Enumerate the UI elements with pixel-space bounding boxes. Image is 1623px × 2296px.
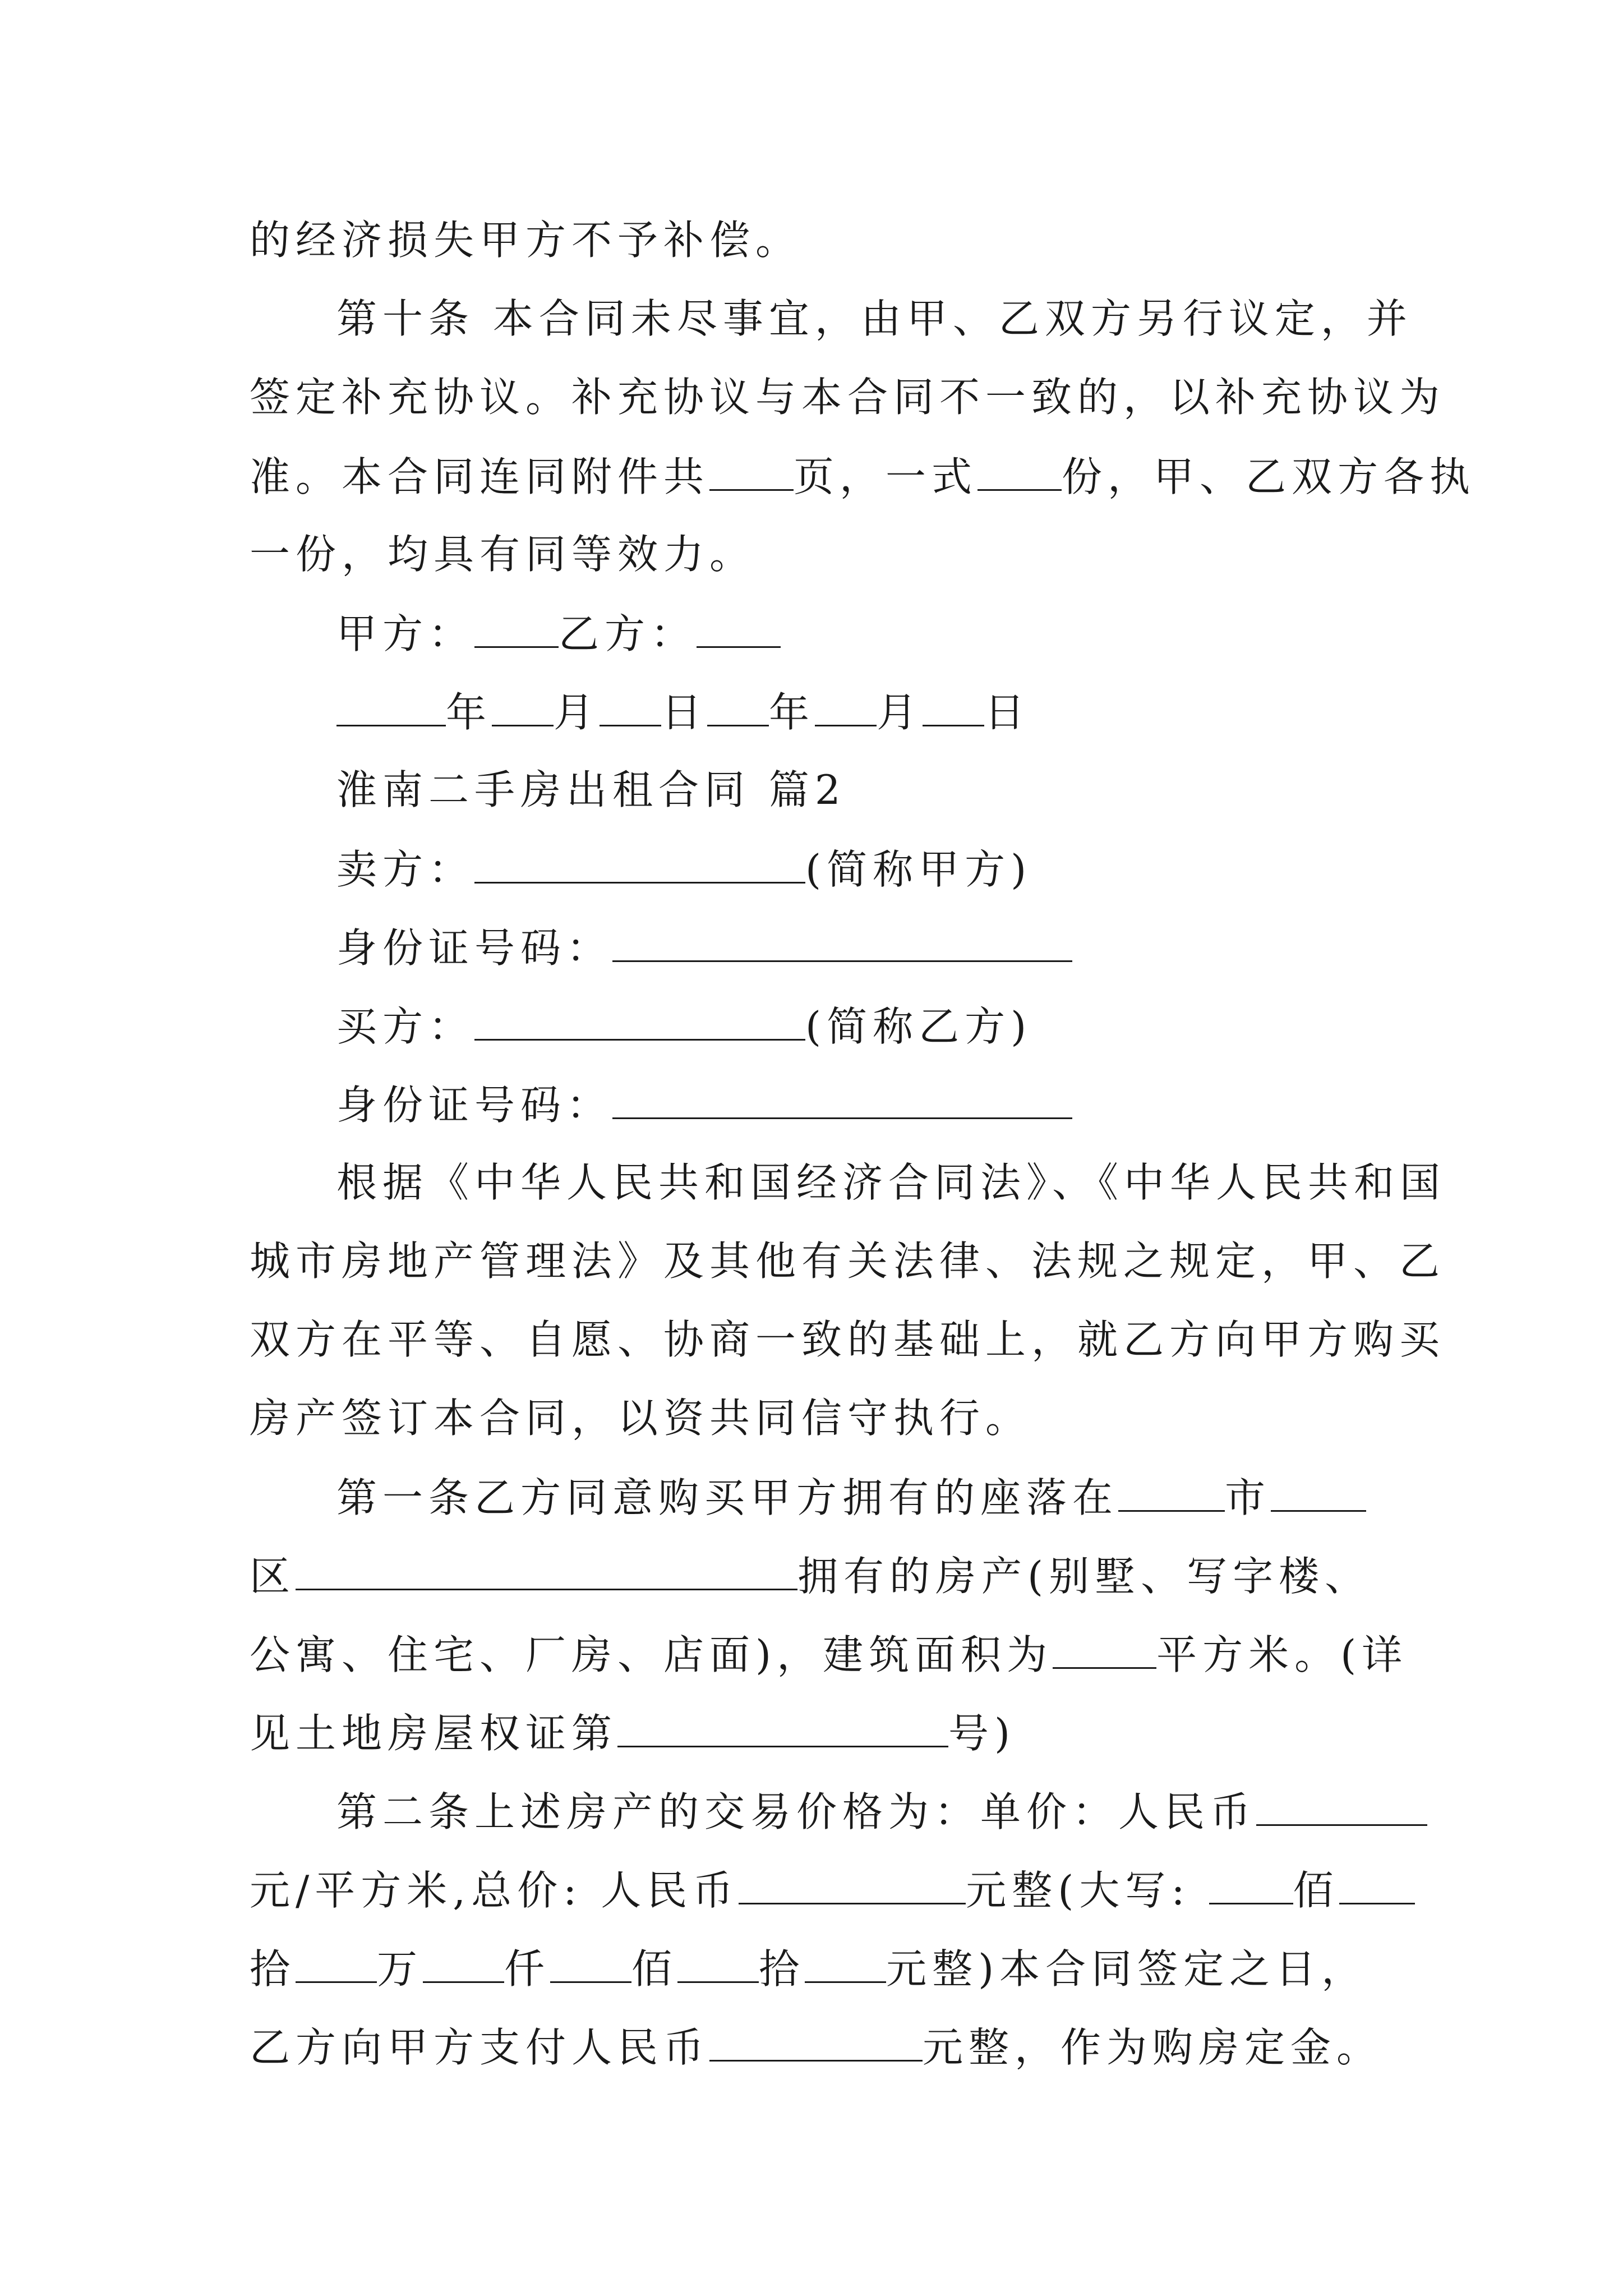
text-segment: 份，甲、乙双方各执: [1062, 453, 1476, 500]
article-10-line: 第十条 本合同未尽事宜，由甲、乙双方另行议定，并: [336, 295, 1413, 342]
buyer-label: 买方：: [336, 1003, 475, 1050]
text-segment: 佰: [1293, 1867, 1339, 1914]
month-label: 月: [877, 689, 923, 736]
text-line: [250, 1710, 1399, 1757]
blank-field: [978, 455, 1062, 491]
id-number-blank: [612, 927, 1072, 962]
seller-line: [336, 846, 1399, 893]
text-segment: 区: [250, 1553, 296, 1600]
article-1-line: [336, 1474, 1399, 1521]
text-segment: 仟: [504, 1945, 551, 1993]
text-segment: 号): [948, 1710, 1016, 1757]
amount-blank: [805, 1948, 886, 1983]
paragraph-line: 根据《中华人民共和国经济合同法》、《中华人民共和国: [336, 1159, 1446, 1206]
month-label: 月: [554, 689, 600, 736]
amount-blank: [423, 1948, 504, 1983]
text-line: 签定补充协议。补充协议与本合同不一致的，以补充协议为: [250, 374, 1446, 421]
text-segment: 公寓、住宅、厂房、店面)，建筑面积为: [250, 1631, 1053, 1678]
seller-label: 卖方：: [336, 846, 475, 893]
day-label: 日: [661, 689, 708, 736]
signature-parties-line: [336, 610, 1399, 657]
text-segment: 平方米。(详: [1156, 1631, 1408, 1678]
certificate-number-blank: [617, 1712, 948, 1747]
text-segment: 见土地房屋权证第: [250, 1710, 618, 1757]
month-blank: [492, 691, 554, 726]
unit-price-blank: [1256, 1791, 1427, 1826]
buyer-id-line: [336, 1082, 1399, 1129]
text-segment: 万: [377, 1945, 423, 1993]
text-line: 一份，均具有同等效力。: [250, 531, 756, 578]
text-segment: 第一条乙方同意购买甲方拥有的座落在: [336, 1474, 1119, 1521]
city-blank: [1118, 1476, 1225, 1512]
text-segment: 第二条上述房产的交易价格为：单价：人民币: [336, 1788, 1257, 1835]
buyer-blank: [474, 1005, 805, 1041]
text-segment: 拾: [250, 1945, 296, 1993]
text-segment: 市: [1225, 1474, 1271, 1521]
amount-blank: [1339, 1869, 1415, 1904]
section-heading: 淮南二手房出租合同 篇2: [336, 766, 846, 813]
text-line: 的经济损失甲方不予补偿。: [250, 217, 802, 264]
area-blank: [1053, 1634, 1156, 1669]
id-number-blank: [612, 1084, 1072, 1119]
year-label: 年: [446, 689, 492, 736]
party-b-blank: [697, 613, 781, 648]
seller-blank: [474, 848, 805, 884]
buyer-note: (简称乙方): [805, 1003, 1032, 1050]
text-line: [250, 1631, 1408, 1678]
day-blank: [923, 691, 984, 726]
buyer-line: [336, 1003, 1399, 1050]
text-segment: 乙方向甲方支付人民币: [250, 2024, 710, 2071]
text-segment: 元整，作为购房定金。: [923, 2024, 1383, 2071]
amount-blank: [550, 1948, 631, 1983]
district-blank: [1271, 1476, 1366, 1512]
paragraph-line: 双方在平等、自愿、协商一致的基础上，就乙方向甲方购买: [250, 1316, 1446, 1363]
id-number-label: 身份证号码：: [336, 924, 613, 972]
year-blank: [707, 691, 769, 726]
amount-blank: [1209, 1869, 1293, 1904]
blank-field: [709, 455, 794, 491]
text-line: [250, 1867, 1399, 1914]
party-a-label: 甲方：: [336, 610, 475, 657]
party-a-blank: [474, 613, 559, 648]
paragraph-line: 房产签订本合同，以资共同信守执行。: [250, 1395, 1032, 1442]
signature-date-line: [336, 689, 1399, 736]
text-segment: 页，一式: [794, 453, 978, 500]
text-segment: 佰: [631, 1945, 678, 1993]
deposit-blank: [709, 2026, 923, 2062]
total-price-blank: [739, 1869, 966, 1904]
text-line: [250, 1945, 1399, 1993]
id-number-label: 身份证号码：: [336, 1082, 613, 1129]
year-blank: [336, 691, 446, 726]
text-line: [250, 453, 1476, 500]
amount-blank: [296, 1948, 377, 1983]
day-blank: [600, 691, 661, 726]
article-2-line: [336, 1788, 1399, 1835]
text-segment: 元整)本合同签定之日，: [886, 1945, 1368, 1993]
address-blank: [296, 1555, 797, 1590]
text-segment: 元/平方米,总价: 人民币: [250, 1867, 739, 1914]
amount-blank: [677, 1948, 759, 1983]
seller-note: (简称甲方): [805, 846, 1032, 893]
text-segment: 拥有的房产(别墅、写字楼、: [797, 1553, 1371, 1600]
year-label: 年: [769, 689, 815, 736]
text-line: [250, 1553, 1399, 1600]
text-segment: 拾: [759, 1945, 805, 1993]
party-b-label: 乙方：: [559, 610, 697, 657]
paragraph-line: 城市房地产管理法》及其他有关法律、法规之规定，甲、乙: [250, 1237, 1446, 1285]
text-segment: 准。本合同连同附件共: [250, 453, 710, 500]
month-blank: [815, 691, 877, 726]
text-segment: 元整(大写:: [966, 1867, 1209, 1914]
seller-id-line: [336, 924, 1399, 972]
day-label: 日: [984, 689, 1031, 736]
text-line: [250, 2024, 1399, 2071]
